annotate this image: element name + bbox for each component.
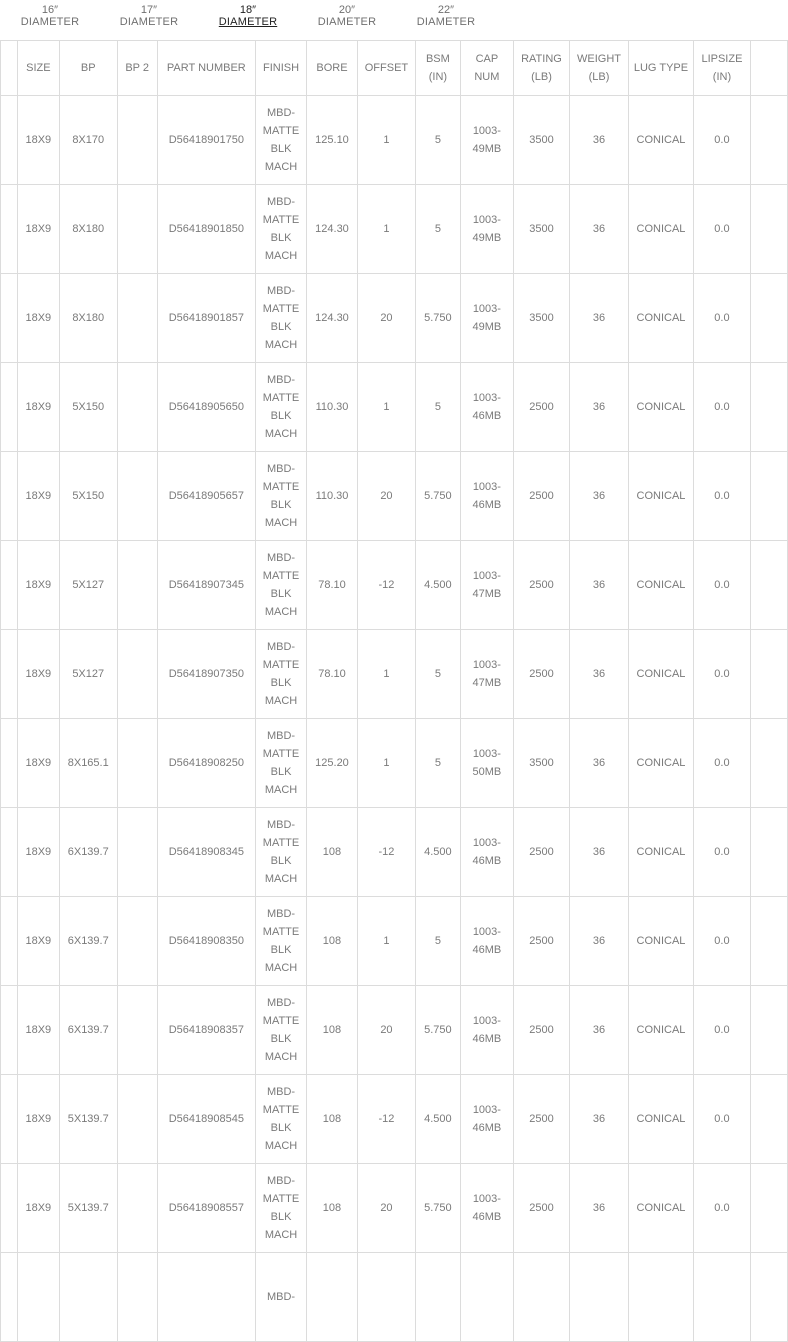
cell-offset: 1 [357,897,415,986]
tab-17-number: 17″ [140,4,158,16]
table-row [1,986,788,1075]
cell-finish: MBD-MATTE BLK MACH [255,96,306,185]
cell-weight: 36 [569,1164,628,1253]
cell-lug-type: CONICAL [629,630,694,719]
cell-cap-num: 1003-50MB [460,719,513,808]
header-overflow [750,41,787,96]
cell-offset: 20 [357,452,415,541]
cell-cap-num: 1003-49MB [460,96,513,185]
row-spacer [1,541,18,630]
cell-finish: MBD-MATTE BLK MACH [255,1164,306,1253]
cell-finish: MBD-MATTE BLK MACH [255,630,306,719]
cell-lug-type: CONICAL [629,808,694,897]
cell-lipsize: 0.0 [693,808,750,897]
header-spacer [1,41,18,96]
table-container[interactable] [0,40,788,1303]
cell-cap-num: 1003-46MB [460,1075,513,1164]
cell-bsm: 5 [415,185,460,274]
cell-rating: 2500 [513,630,569,719]
cell-bp2 [117,630,157,719]
cell-bp2 [117,96,157,185]
cell-offset: 1 [357,185,415,274]
cell-bp: 8X180 [59,274,117,363]
header-weight: WEIGHT (LB) [569,41,628,96]
cell-lug-type: CONICAL [629,363,694,452]
cell-lipsize: 0.0 [693,986,750,1075]
cell-lipsize: 0.0 [693,185,750,274]
cell-bp: 5X139.7 [59,1075,117,1164]
tab-17-label: DIAMETER [119,16,179,28]
cell-bore: 125.10 [307,96,358,185]
tab-17-diameter[interactable] [119,4,179,28]
cell-lipsize: 0.0 [693,630,750,719]
cell-weight: 36 [569,986,628,1075]
table-row [1,808,788,897]
row-overflow [750,897,787,986]
row-spacer [1,1253,18,1342]
diameter-tabs [0,0,788,40]
row-overflow [750,1075,787,1164]
row-spacer [1,363,18,452]
cell-bore: 108 [307,1075,358,1164]
cell-offset: 20 [357,986,415,1075]
tab-22-number: 22″ [437,4,455,16]
cell-bore: 108 [307,897,358,986]
cell-bp: 8X170 [59,96,117,185]
cell-cap-num [460,1253,513,1342]
cell-bsm: 5.750 [415,1164,460,1253]
cell-bp: 8X165.1 [59,719,117,808]
cell-weight: 36 [569,630,628,719]
cell-rating: 2500 [513,808,569,897]
table-row [1,630,788,719]
cell-bp2 [117,986,157,1075]
row-overflow [750,986,787,1075]
cell-part-number: D56418907350 [157,630,255,719]
cell-size: 18X9 [17,363,59,452]
cell-weight: 36 [569,808,628,897]
cell-bp: 5X150 [59,452,117,541]
cell-part-number: D56418908357 [157,986,255,1075]
cell-finish: MBD-MATTE BLK MACH [255,363,306,452]
cell-bp: 5X139.7 [59,1164,117,1253]
cell-bp: 6X139.7 [59,986,117,1075]
cell-bore: 78.10 [307,541,358,630]
cell-bp: 5X150 [59,363,117,452]
table-row [1,1164,788,1253]
cell-finish: MBD-MATTE BLK MACH [255,808,306,897]
cell-cap-num: 1003-46MB [460,1164,513,1253]
tab-16-diameter[interactable] [20,4,80,28]
cell-bp: 6X139.7 [59,897,117,986]
cell-finish: MBD-MATTE BLK MACH [255,1075,306,1164]
cell-lug-type: CONICAL [629,1164,694,1253]
cell-bore: 108 [307,808,358,897]
cell-bp2 [117,274,157,363]
cell-bsm: 4.500 [415,541,460,630]
cell-weight: 36 [569,452,628,541]
table-row [1,1253,788,1342]
cell-finish: MBD-MATTE BLK MACH [255,452,306,541]
header-cap-num: CAP NUM [460,41,513,96]
cell-rating: 2500 [513,363,569,452]
cell-bp [59,1253,117,1342]
cell-bp2 [117,1164,157,1253]
header-part-number: PART NUMBER [157,41,255,96]
table-row [1,96,788,185]
cell-cap-num: 1003-49MB [460,274,513,363]
cell-size: 18X9 [17,719,59,808]
cell-bore: 108 [307,1164,358,1253]
cell-lug-type: CONICAL [629,897,694,986]
cell-rating: 3500 [513,274,569,363]
cell-bp: 6X139.7 [59,808,117,897]
cell-part-number: D56418905650 [157,363,255,452]
tab-18-label: DIAMETER [218,16,278,28]
cell-lug-type: CONICAL [629,719,694,808]
cell-offset: -12 [357,808,415,897]
tab-20-label: DIAMETER [317,16,377,28]
cell-lipsize: 0.0 [693,897,750,986]
cell-weight: 36 [569,274,628,363]
tab-22-label: DIAMETER [416,16,476,28]
cell-bp2 [117,897,157,986]
cell-bore: 78.10 [307,630,358,719]
cell-bore: 124.30 [307,274,358,363]
cell-size: 18X9 [17,897,59,986]
cell-offset: 1 [357,630,415,719]
cell-weight: 36 [569,897,628,986]
cell-lug-type [629,1253,694,1342]
cell-offset: -12 [357,1075,415,1164]
cell-bsm: 4.500 [415,808,460,897]
cell-part-number: D56418901857 [157,274,255,363]
cell-cap-num: 1003-47MB [460,541,513,630]
cell-size: 18X9 [17,630,59,719]
cell-cap-num: 1003-46MB [460,363,513,452]
cell-bore: 125.20 [307,719,358,808]
cell-lug-type: CONICAL [629,1075,694,1164]
cell-lug-type: CONICAL [629,986,694,1075]
row-spacer [1,808,18,897]
row-spacer [1,274,18,363]
cell-lipsize: 0.0 [693,274,750,363]
cell-bp: 8X180 [59,185,117,274]
cell-bp: 5X127 [59,630,117,719]
table-row [1,274,788,363]
cell-size: 18X9 [17,541,59,630]
cell-lug-type: CONICAL [629,452,694,541]
row-spacer [1,1164,18,1253]
row-spacer [1,897,18,986]
table-row [1,185,788,274]
cell-part-number [157,1253,255,1342]
header-bore: BORE [307,41,358,96]
cell-part-number: D56418908345 [157,808,255,897]
cell-part-number: D56418901850 [157,185,255,274]
cell-rating: 2500 [513,452,569,541]
cell-bsm: 5 [415,363,460,452]
cell-rating: 2500 [513,897,569,986]
cell-rating: 2500 [513,541,569,630]
cell-size: 18X9 [17,274,59,363]
row-overflow [750,274,787,363]
cell-rating: 2500 [513,1075,569,1164]
tab-18-diameter[interactable] [218,4,278,28]
cell-lipsize: 0.0 [693,452,750,541]
table-header-row [1,41,788,96]
row-overflow [750,630,787,719]
cell-bsm: 5 [415,630,460,719]
row-overflow [750,185,787,274]
cell-lipsize [693,1253,750,1342]
cell-rating: 2500 [513,986,569,1075]
cell-rating: 3500 [513,719,569,808]
cell-rating [513,1253,569,1342]
cell-weight: 36 [569,185,628,274]
cell-part-number: D56418907345 [157,541,255,630]
cell-lipsize: 0.0 [693,1164,750,1253]
cell-finish: MBD-MATTE BLK MACH [255,897,306,986]
row-spacer [1,452,18,541]
cell-part-number: D56418901750 [157,96,255,185]
wheel-spec-table [0,40,788,1342]
cell-lug-type: CONICAL [629,96,694,185]
cell-finish: MBD-MATTE BLK MACH [255,986,306,1075]
cell-weight: 36 [569,1075,628,1164]
cell-bsm [415,1253,460,1342]
cell-bp2 [117,719,157,808]
cell-size: 18X9 [17,808,59,897]
tab-20-number: 20″ [338,4,356,16]
tab-16-number: 16″ [41,4,59,16]
cell-bp2 [117,452,157,541]
cell-rating: 3500 [513,185,569,274]
header-bp: BP [59,41,117,96]
cell-bp2 [117,1253,157,1342]
cell-part-number: D56418905657 [157,452,255,541]
table-row [1,1075,788,1164]
cell-offset: -12 [357,541,415,630]
cell-size: 18X9 [17,986,59,1075]
tab-18-number: 18″ [239,4,257,16]
cell-lug-type: CONICAL [629,274,694,363]
row-overflow [750,719,787,808]
cell-bsm: 4.500 [415,1075,460,1164]
row-spacer [1,96,18,185]
header-rating: RATING (LB) [513,41,569,96]
header-finish: FINISH [255,41,306,96]
cell-bore: 108 [307,986,358,1075]
cell-part-number: D56418908545 [157,1075,255,1164]
table-row [1,363,788,452]
cell-offset: 20 [357,1164,415,1253]
cell-bp2 [117,1075,157,1164]
row-overflow [750,1164,787,1253]
cell-finish: MBD-MATTE BLK MACH [255,274,306,363]
row-spacer [1,185,18,274]
cell-part-number: D56418908250 [157,719,255,808]
cell-bore: 110.30 [307,452,358,541]
header-bsm: BSM (IN) [415,41,460,96]
tab-20-diameter[interactable] [317,4,377,28]
cell-weight: 36 [569,96,628,185]
cell-size: 18X9 [17,96,59,185]
cell-finish: MBD- [255,1253,306,1342]
row-overflow [750,541,787,630]
cell-offset [357,1253,415,1342]
cell-cap-num: 1003-46MB [460,452,513,541]
cell-weight: 36 [569,719,628,808]
cell-offset: 20 [357,274,415,363]
cell-bsm: 5.750 [415,452,460,541]
cell-weight: 36 [569,363,628,452]
cell-finish: MBD-MATTE BLK MACH [255,719,306,808]
cell-cap-num: 1003-49MB [460,185,513,274]
tab-16-label: DIAMETER [20,16,80,28]
table-row [1,719,788,808]
cell-cap-num: 1003-46MB [460,897,513,986]
cell-lipsize: 0.0 [693,363,750,452]
cell-bsm: 5 [415,719,460,808]
cell-lipsize: 0.0 [693,541,750,630]
row-spacer [1,986,18,1075]
cell-bore: 110.30 [307,363,358,452]
cell-part-number: D56418908557 [157,1164,255,1253]
row-spacer [1,630,18,719]
cell-rating: 3500 [513,96,569,185]
header-lug-type: LUG TYPE [629,41,694,96]
cell-cap-num: 1003-46MB [460,986,513,1075]
cell-bp2 [117,541,157,630]
cell-bore [307,1253,358,1342]
cell-size: 18X9 [17,1075,59,1164]
cell-cap-num: 1003-46MB [460,808,513,897]
cell-bsm: 5 [415,96,460,185]
header-bp2: BP 2 [117,41,157,96]
row-overflow [750,1253,787,1342]
cell-bsm: 5.750 [415,274,460,363]
cell-rating: 2500 [513,1164,569,1253]
row-overflow [750,96,787,185]
cell-offset: 1 [357,96,415,185]
cell-size [17,1253,59,1342]
cell-bp: 5X127 [59,541,117,630]
cell-weight [569,1253,628,1342]
cell-part-number: D56418908350 [157,897,255,986]
cell-size: 18X9 [17,452,59,541]
tab-22-diameter[interactable] [416,4,476,28]
cell-bsm: 5 [415,897,460,986]
row-overflow [750,363,787,452]
cell-size: 18X9 [17,185,59,274]
cell-lug-type: CONICAL [629,541,694,630]
cell-finish: MBD-MATTE BLK MACH [255,185,306,274]
cell-bore: 124.30 [307,185,358,274]
row-overflow [750,452,787,541]
cell-bp2 [117,185,157,274]
cell-size: 18X9 [17,1164,59,1253]
cell-lipsize: 0.0 [693,719,750,808]
cell-finish: MBD-MATTE BLK MACH [255,541,306,630]
header-offset: OFFSET [357,41,415,96]
cell-bp2 [117,363,157,452]
header-lipsize: LIPSIZE (IN) [693,41,750,96]
table-body [1,96,788,1342]
cell-bsm: 5.750 [415,986,460,1075]
table-row [1,452,788,541]
header-size: SIZE [17,41,59,96]
cell-cap-num: 1003-47MB [460,630,513,719]
cell-offset: 1 [357,363,415,452]
cell-weight: 36 [569,541,628,630]
cell-offset: 1 [357,719,415,808]
cell-lug-type: CONICAL [629,185,694,274]
table-row [1,541,788,630]
cell-bp2 [117,808,157,897]
row-overflow [750,808,787,897]
row-spacer [1,1075,18,1164]
row-spacer [1,719,18,808]
cell-lipsize: 0.0 [693,1075,750,1164]
cell-lipsize: 0.0 [693,96,750,185]
table-row [1,897,788,986]
